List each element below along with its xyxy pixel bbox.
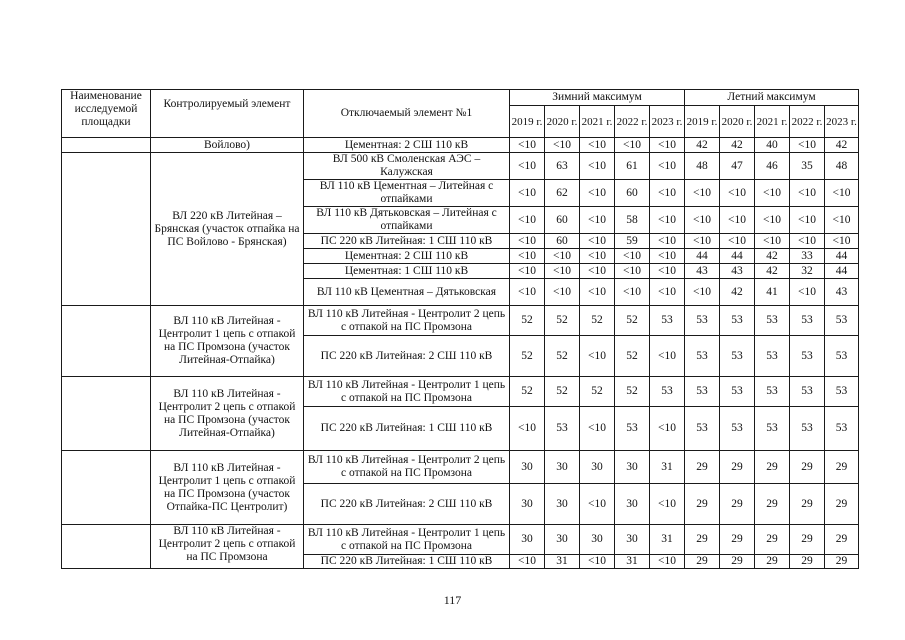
summer-value-cell: <10	[790, 138, 825, 153]
summer-value-cell: <10	[720, 234, 755, 249]
summer-value-cell: 35	[790, 153, 825, 180]
disconnected-element-cell: ПС 220 кВ Литейная: 2 СШ 110 кВ	[304, 336, 510, 377]
winter-value-cell: 30	[545, 484, 580, 525]
summer-value-cell: 29	[790, 555, 825, 569]
load-table	[61, 89, 859, 569]
summer-value-cell: 53	[790, 306, 825, 336]
winter-value-cell: <10	[545, 279, 580, 306]
summer-value-cell: 43	[825, 279, 859, 306]
summer-value-cell: <10	[720, 180, 755, 207]
winter-value-cell: <10	[615, 264, 650, 279]
table-row	[62, 138, 859, 153]
winter-value-cell: 52	[615, 306, 650, 336]
winter-value-cell: <10	[580, 249, 615, 264]
header-summer: Летний максимум	[685, 90, 859, 106]
disconnected-element-cell: ВЛ 500 кВ Смоленская АЭС – Калужская	[304, 153, 510, 180]
summer-value-cell: 42	[755, 264, 790, 279]
summer-value-cell: 44	[685, 249, 720, 264]
summer-value-cell: 44	[720, 249, 755, 264]
year-summer-2023: 2023 г.	[825, 106, 859, 138]
winter-value-cell: 60	[545, 234, 580, 249]
table-row	[62, 153, 859, 180]
summer-value-cell: 29	[825, 451, 859, 484]
winter-value-cell: <10	[510, 249, 545, 264]
summer-value-cell: <10	[755, 207, 790, 234]
winter-value-cell: <10	[580, 407, 615, 451]
disconnected-element-cell: ПС 220 кВ Литейная: 1 СШ 110 кВ	[304, 407, 510, 451]
winter-value-cell: 30	[580, 451, 615, 484]
header-site: Наименование исследуемой площадки	[62, 90, 151, 138]
summer-value-cell: 29	[755, 484, 790, 525]
winter-value-cell: <10	[650, 336, 685, 377]
summer-value-cell: 53	[755, 407, 790, 451]
summer-value-cell: 53	[720, 407, 755, 451]
winter-value-cell: <10	[650, 234, 685, 249]
winter-value-cell: 61	[615, 153, 650, 180]
controlled-element-cell: Войлово)	[151, 138, 304, 153]
summer-value-cell: 53	[720, 377, 755, 407]
summer-value-cell: <10	[790, 279, 825, 306]
header-row	[62, 90, 859, 106]
winter-value-cell: 30	[510, 451, 545, 484]
winter-value-cell: <10	[650, 153, 685, 180]
winter-value-cell: <10	[650, 180, 685, 207]
winter-value-cell: 52	[510, 377, 545, 407]
summer-value-cell: 53	[825, 377, 859, 407]
winter-value-cell: <10	[580, 207, 615, 234]
summer-value-cell: 48	[825, 153, 859, 180]
disconnected-element-cell: ВЛ 110 кВ Литейная - Центролит 1 цепь с отпакой на ПС Промзона	[304, 525, 510, 555]
winter-value-cell: <10	[580, 264, 615, 279]
winter-value-cell: 30	[510, 484, 545, 525]
summer-value-cell: 29	[790, 451, 825, 484]
table-row	[62, 525, 859, 555]
winter-value-cell: <10	[510, 207, 545, 234]
disconnected-element-cell: ВЛ 110 кВ Литейная - Центролит 1 цепь с отпакой на ПС Промзона	[304, 377, 510, 407]
winter-value-cell: <10	[580, 138, 615, 153]
summer-value-cell: 44	[825, 264, 859, 279]
disconnected-element-cell: ВЛ 110 кВ Дятьковская – Литейная с отпайками	[304, 207, 510, 234]
summer-value-cell: 42	[720, 279, 755, 306]
winter-value-cell: 52	[580, 306, 615, 336]
winter-value-cell: 60	[615, 180, 650, 207]
summer-value-cell: 53	[825, 336, 859, 377]
winter-value-cell: 30	[615, 525, 650, 555]
winter-value-cell: 52	[510, 336, 545, 377]
summer-value-cell: 53	[825, 407, 859, 451]
winter-value-cell: 30	[545, 451, 580, 484]
controlled-element-cell: ВЛ 110 кВ Литейная - Центролит 2 цепь с отпакой на ПС Промзона	[151, 525, 304, 569]
controlled-element-cell: ВЛ 110 кВ Литейная - Центролит 1 цепь с отпакой на ПС Промзона (участок Отпайка-ПС Центролит)	[151, 451, 304, 525]
table-row	[62, 377, 859, 407]
year-winter-2023: 2023 г.	[650, 106, 685, 138]
disconnected-element-cell: ПС 220 кВ Литейная: 2 СШ 110 кВ	[304, 484, 510, 525]
winter-value-cell: <10	[615, 138, 650, 153]
summer-value-cell: <10	[825, 234, 859, 249]
table-row	[62, 451, 859, 484]
summer-value-cell: 29	[720, 555, 755, 569]
table-container	[61, 89, 859, 569]
summer-value-cell: 29	[825, 484, 859, 525]
header-disconnected: Отключаемый элемент №1	[304, 90, 510, 138]
site-cell	[62, 525, 151, 569]
site-cell	[62, 138, 151, 153]
winter-value-cell: <10	[510, 234, 545, 249]
table-body	[62, 90, 859, 569]
winter-value-cell: <10	[510, 138, 545, 153]
summer-value-cell: <10	[755, 180, 790, 207]
summer-value-cell: 48	[685, 153, 720, 180]
winter-value-cell: <10	[545, 264, 580, 279]
winter-value-cell: <10	[510, 279, 545, 306]
winter-value-cell: 52	[545, 306, 580, 336]
header-controlled: Контролируемый элемент	[151, 90, 304, 138]
year-winter-2021: 2021 г.	[580, 106, 615, 138]
disconnected-element-cell: ВЛ 110 кВ Литейная - Центролит 2 цепь с отпакой на ПС Промзона	[304, 451, 510, 484]
summer-value-cell: <10	[755, 234, 790, 249]
summer-value-cell: 53	[790, 336, 825, 377]
winter-value-cell: 52	[510, 306, 545, 336]
disconnected-element-cell: ПС 220 кВ Литейная: 1 СШ 110 кВ	[304, 234, 510, 249]
summer-value-cell: 43	[720, 264, 755, 279]
winter-value-cell: <10	[580, 336, 615, 377]
winter-value-cell: 31	[545, 555, 580, 569]
summer-value-cell: 53	[720, 306, 755, 336]
summer-value-cell: 42	[720, 138, 755, 153]
winter-value-cell: 63	[545, 153, 580, 180]
summer-value-cell: 53	[685, 377, 720, 407]
winter-value-cell: 60	[545, 207, 580, 234]
summer-value-cell: <10	[825, 207, 859, 234]
winter-value-cell: 53	[650, 377, 685, 407]
summer-value-cell: 33	[790, 249, 825, 264]
winter-value-cell: 30	[580, 525, 615, 555]
summer-value-cell: <10	[790, 207, 825, 234]
winter-value-cell: <10	[580, 153, 615, 180]
winter-value-cell: 52	[580, 377, 615, 407]
winter-value-cell: <10	[650, 407, 685, 451]
summer-value-cell: 29	[755, 451, 790, 484]
summer-value-cell: 29	[825, 525, 859, 555]
summer-value-cell: 29	[755, 555, 790, 569]
summer-value-cell: 53	[755, 306, 790, 336]
winter-value-cell: 53	[615, 407, 650, 451]
summer-value-cell: 53	[790, 377, 825, 407]
winter-value-cell: <10	[650, 249, 685, 264]
winter-value-cell: 52	[545, 377, 580, 407]
summer-value-cell: 40	[755, 138, 790, 153]
winter-value-cell: <10	[510, 407, 545, 451]
summer-value-cell: 29	[685, 555, 720, 569]
winter-value-cell: <10	[510, 153, 545, 180]
summer-value-cell: 53	[825, 306, 859, 336]
summer-value-cell: 29	[685, 525, 720, 555]
winter-value-cell: <10	[545, 249, 580, 264]
winter-value-cell: 52	[615, 377, 650, 407]
year-summer-2020: 2020 г.	[720, 106, 755, 138]
summer-value-cell: 29	[825, 555, 859, 569]
winter-value-cell: 59	[615, 234, 650, 249]
controlled-element-cell: ВЛ 110 кВ Литейная - Центролит 2 цепь с отпакой на ПС Промзона (участок Литейная-Отпайка)	[151, 377, 304, 451]
winter-value-cell: <10	[650, 279, 685, 306]
winter-value-cell: <10	[650, 207, 685, 234]
summer-value-cell: 53	[685, 407, 720, 451]
winter-value-cell: 30	[510, 525, 545, 555]
winter-value-cell: <10	[580, 180, 615, 207]
summer-value-cell: 29	[685, 484, 720, 525]
summer-value-cell: 53	[755, 336, 790, 377]
winter-value-cell: <10	[510, 264, 545, 279]
summer-value-cell: 53	[685, 306, 720, 336]
summer-value-cell: <10	[790, 180, 825, 207]
summer-value-cell: 29	[720, 484, 755, 525]
winter-value-cell: <10	[615, 249, 650, 264]
summer-value-cell: <10	[685, 279, 720, 306]
site-cell	[62, 306, 151, 377]
disconnected-element-cell: ВЛ 110 кВ Цементная – Литейная с отпайками	[304, 180, 510, 207]
winter-value-cell: <10	[580, 234, 615, 249]
winter-value-cell: 30	[545, 525, 580, 555]
winter-value-cell: <10	[615, 279, 650, 306]
summer-value-cell: 29	[685, 451, 720, 484]
disconnected-element-cell: Цементная: 1 СШ 110 кВ	[304, 264, 510, 279]
summer-value-cell: <10	[720, 207, 755, 234]
winter-value-cell: 31	[650, 525, 685, 555]
summer-value-cell: 41	[755, 279, 790, 306]
summer-value-cell: 53	[755, 377, 790, 407]
winter-value-cell: <10	[545, 138, 580, 153]
controlled-element-cell: ВЛ 220 кВ Литейная – Брянская (участок отпайка на ПС Войлово - Брянская)	[151, 153, 304, 306]
winter-value-cell: 31	[615, 555, 650, 569]
summer-value-cell: <10	[685, 234, 720, 249]
summer-value-cell: <10	[790, 234, 825, 249]
winter-value-cell: <10	[510, 555, 545, 569]
controlled-element-cell: ВЛ 110 кВ Литейная - Центролит 1 цепь с отпакой на ПС Промзона (участок Литейная-Отпайка)	[151, 306, 304, 377]
summer-value-cell: 47	[720, 153, 755, 180]
disconnected-element-cell: ВЛ 110 кВ Цементная – Дятьковская	[304, 279, 510, 306]
winter-value-cell: 52	[615, 336, 650, 377]
summer-value-cell: 42	[755, 249, 790, 264]
year-winter-2019: 2019 г.	[510, 106, 545, 138]
site-cell	[62, 153, 151, 306]
summer-value-cell: <10	[685, 207, 720, 234]
summer-value-cell: 53	[720, 336, 755, 377]
winter-value-cell: 30	[615, 484, 650, 525]
summer-value-cell: 42	[825, 138, 859, 153]
winter-value-cell: 52	[545, 336, 580, 377]
summer-value-cell: 43	[685, 264, 720, 279]
year-summer-2022: 2022 г.	[790, 106, 825, 138]
winter-value-cell: 53	[545, 407, 580, 451]
winter-value-cell: 30	[615, 451, 650, 484]
year-summer-2021: 2021 г.	[755, 106, 790, 138]
summer-value-cell: 29	[720, 525, 755, 555]
summer-value-cell: 46	[755, 153, 790, 180]
disconnected-element-cell: Цементная: 2 СШ 110 кВ	[304, 138, 510, 153]
year-summer-2019: 2019 г.	[685, 106, 720, 138]
summer-value-cell: 44	[825, 249, 859, 264]
winter-value-cell: <10	[650, 555, 685, 569]
summer-value-cell: 29	[720, 451, 755, 484]
table-row	[62, 306, 859, 336]
year-winter-2022: 2022 г.	[615, 106, 650, 138]
page-number: 117	[443, 593, 462, 607]
site-cell	[62, 451, 151, 525]
summer-value-cell: <10	[685, 180, 720, 207]
winter-value-cell: <10	[580, 279, 615, 306]
winter-value-cell: 31	[650, 451, 685, 484]
winter-value-cell: <10	[580, 555, 615, 569]
winter-value-cell: <10	[580, 484, 615, 525]
winter-value-cell: 53	[650, 306, 685, 336]
summer-value-cell: 32	[790, 264, 825, 279]
summer-value-cell: 53	[790, 407, 825, 451]
winter-value-cell: <10	[650, 484, 685, 525]
summer-value-cell: <10	[825, 180, 859, 207]
winter-value-cell: <10	[510, 180, 545, 207]
header-winter: Зимний максимум	[510, 90, 685, 106]
summer-value-cell: 29	[790, 525, 825, 555]
winter-value-cell: <10	[650, 264, 685, 279]
winter-value-cell: <10	[650, 138, 685, 153]
summer-value-cell: 29	[790, 484, 825, 525]
summer-value-cell: 53	[685, 336, 720, 377]
disconnected-element-cell: Цементная: 2 СШ 110 кВ	[304, 249, 510, 264]
site-cell	[62, 377, 151, 451]
year-winter-2020: 2020 г.	[545, 106, 580, 138]
winter-value-cell: 58	[615, 207, 650, 234]
disconnected-element-cell: ПС 220 кВ Литейная: 1 СШ 110 кВ	[304, 555, 510, 569]
winter-value-cell: 62	[545, 180, 580, 207]
disconnected-element-cell: ВЛ 110 кВ Литейная - Центролит 2 цепь с отпакой на ПС Промзона	[304, 306, 510, 336]
summer-value-cell: 29	[755, 525, 790, 555]
summer-value-cell: 42	[685, 138, 720, 153]
